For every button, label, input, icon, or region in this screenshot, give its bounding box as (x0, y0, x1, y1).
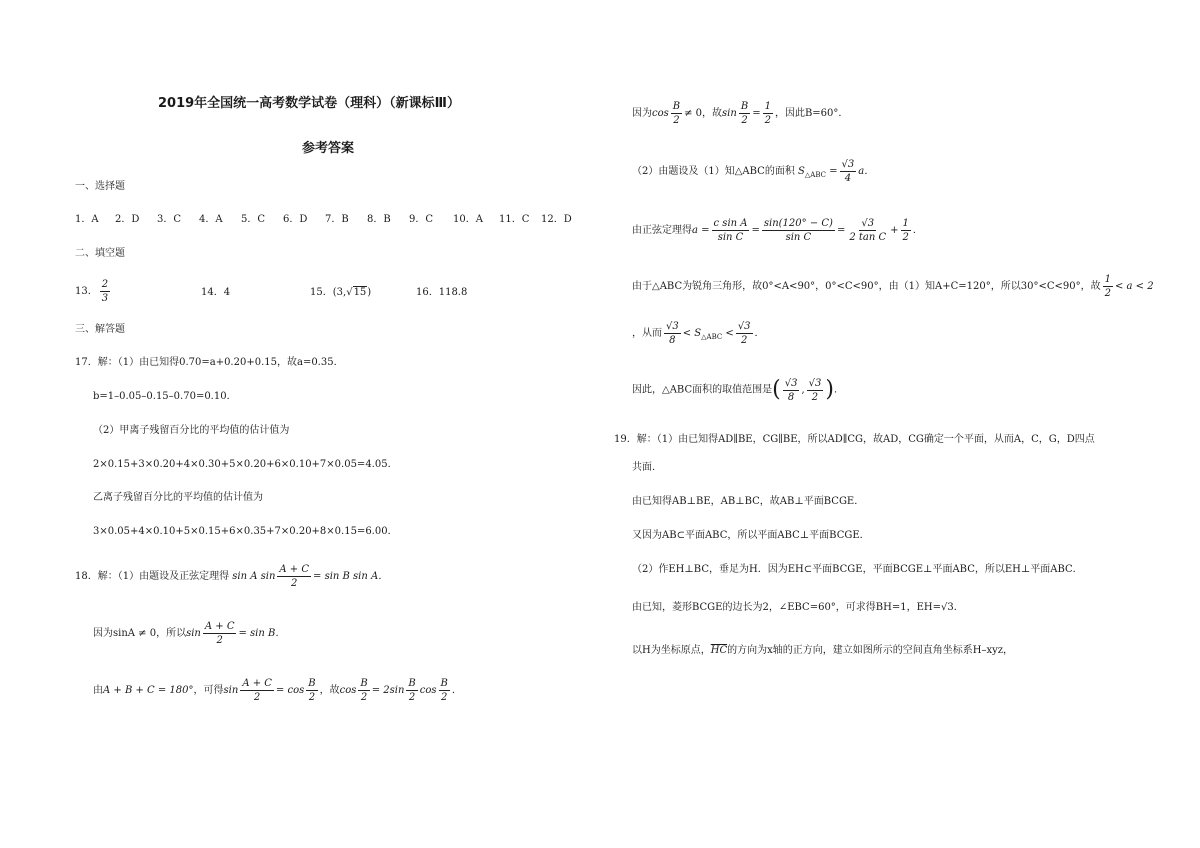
choice-answer: 2．D (115, 214, 140, 225)
section-solution-heading: 三、解答题 (75, 324, 125, 335)
choice-answer: 6．D (283, 214, 308, 225)
q19-line7: 以H为坐标原点，$\overline{HC}$的方向为x轴的正方向，建立如图所示的空间直角坐标系H–xyz， (632, 645, 1014, 656)
choice-answer: 12．D (541, 214, 572, 225)
q19-line3: 由已知得AB⊥BE，AB⊥BC，故AB⊥平面BCGE． (632, 496, 865, 507)
q18-line1: 18．解：（1）由题设及正弦定理得 sin A sin $\frac{A + C}{2}$ = sin B sin A． (75, 564, 389, 589)
q13-label: 13． (75, 286, 98, 297)
q18-right-line3: 由正弦定理得a = $\frac{\text{c sin A}}{\text{sin C}}$ = $\frac{\sin(120^\circ - C)}{\text{sin C}}$ = $\frac{√3}{\text{2 tan C}}$ + $\frac{1}{2}$ ． (632, 218, 923, 243)
q18-right-line1: 因为cos $\frac{B}{2}$ ≠ 0，故sin $\frac{B}{2}$ = $\frac{1}{2}$ ，因此B=60°． (632, 101, 849, 126)
choice-answer: 3．C (157, 214, 182, 225)
section-fill-heading: 二、填空题 (75, 248, 125, 259)
q18-right-line4: 由于△ABC为锐角三角形，故0°<A<90°，0°<C<90°，由（1）知A+C=120°，所以30°<C<90°，故 $\frac{1}{2}$ < a < 2 (632, 274, 1154, 299)
q17-line6: 3×0.05+4×0.10+5×0.15+6×0.35+7×0.20+8×0.15=6.00． (93, 526, 398, 537)
fill-answers-row (75, 277, 112, 307)
choice-answer: 5．C (241, 214, 266, 225)
q16-answer: 16．118.8 (416, 287, 468, 298)
q17-line3: （2）甲离子残留百分比的平均值的估计值为 (93, 425, 290, 436)
q17-line2: b=1–0.05–0.15–0.70=0.10． (93, 391, 237, 402)
q19-line2: 共面． (632, 462, 662, 473)
q18-line3: 由A + B + C = 180°，可得sin $\frac{A + C}{2}$ = cos $\frac{B}{2}$ ，故cos $\frac{B}{2}$ = 2sin $\frac{B}{2}$ cos $\frac{B}{2}$ ． (93, 678, 462, 703)
q18-right-line2: （2）由题设及（1）知△ABC的面积 $S_{\triangle ABC}$ = $\frac{√3}{4}$ a． (632, 159, 875, 184)
q19-line4: 又因为AB⊂平面ABC，所以平面ABC⊥平面BCGE． (632, 530, 870, 541)
choice-answer: 1．A (75, 214, 99, 225)
page-subtitle: 参考答案 (302, 141, 355, 156)
section-choice-heading: 一、选择题 (75, 181, 125, 192)
q17-line4: 2×0.15+3×0.20+4×0.30+5×0.20+6×0.10+7×0.05=4.05． (93, 459, 398, 470)
q17-line5: 乙离子残留百分比的平均值的估计值为 (93, 492, 263, 503)
choice-answer: 4．A (199, 214, 223, 225)
q19-line6: 由已知，菱形BCGE的边长为2，∠EBC=60°，可求得BH=1，EH=√3． (632, 602, 964, 613)
q18-right-line5: ，从而 $\frac{√3}{8}$ < $S_{\triangle ABC}$ < $\frac{√3}{2}$ ． (632, 321, 765, 346)
choice-answers-row (75, 213, 572, 227)
q15-answer: 15．(3,√15) (310, 287, 372, 298)
q13-fraction: $\frac{2}{3}$ (101, 279, 109, 304)
q17-line1: 17．解：（1）由已知得0.70=a+0.20+0.15，故a=0.35． (75, 357, 344, 368)
q19-line1: 19．解：（1）由已知得AD∥BE，CG∥BE，所以AD∥CG，故AD，CG确定一个平面，从而A，C，G，D四点 (614, 434, 1095, 445)
q18-line2: 因为sinA ≠ 0，所以sin $\frac{A + C}{2}$ = sin B． (93, 621, 286, 646)
choice-answer: 11．C (499, 214, 530, 225)
page-title: 2019年全国统一高考数学试卷（理科）（新课标Ⅲ） (158, 96, 460, 111)
q18-right-line6: 因此，△ABC面积的取值范围是( $\frac{√3}{8}$ , $\frac{√3}{2}$ )． (632, 377, 844, 403)
choice-answer: 9．C (409, 214, 434, 225)
q14-answer: 14．4 (201, 287, 231, 298)
q19-line5: （2）作EH⊥BC，垂足为H．因为EH⊂平面BCGE，平面BCGE⊥平面ABC，所以EH⊥平面ABC． (632, 564, 1083, 575)
choice-answer: 7．B (325, 214, 349, 225)
choice-answer: 8．B (367, 214, 391, 225)
choice-answer: 10．A (453, 214, 483, 225)
